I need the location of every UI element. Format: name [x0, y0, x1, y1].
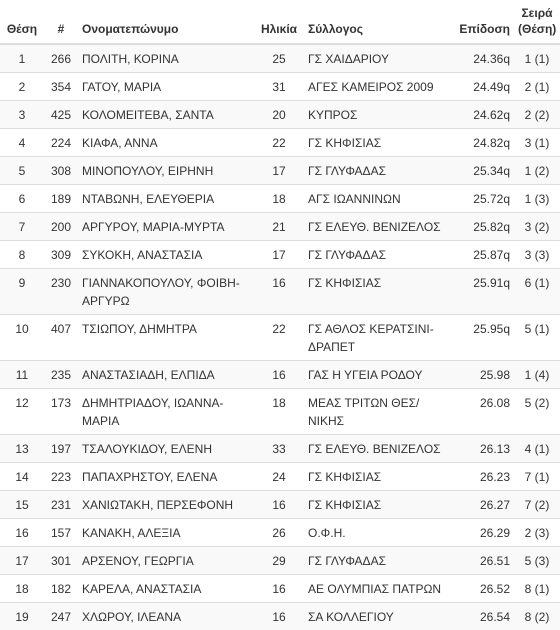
cell-position: 14 — [0, 463, 44, 491]
cell-age: 31 — [254, 73, 304, 101]
cell-position: 16 — [0, 519, 44, 547]
cell-heat: 2 (1) — [514, 73, 560, 101]
cell-heat: 8 (2) — [514, 603, 560, 630]
table-row[interactable] — [0, 241, 560, 269]
table-row[interactable] — [0, 435, 560, 463]
table-row[interactable] — [0, 213, 560, 241]
cell-age: 16 — [254, 361, 304, 389]
cell-performance: 25.95q — [448, 315, 514, 361]
cell-name: ΚΑΡΕΛΑ, ΑΝΑΣΤΑΣΙΑ — [78, 575, 254, 603]
cell-age: 24 — [254, 463, 304, 491]
cell-position: 4 — [0, 129, 44, 157]
cell-name: ΑΡΣΕΝΟΥ, ΓΕΩΡΓΙΑ — [78, 547, 254, 575]
cell-heat: 3 (1) — [514, 129, 560, 157]
cell-bib: 189 — [44, 185, 78, 213]
cell-club: ΓΣ ΕΛΕΥΘ. ΒΕΝΙΖΕΛΟΣ — [304, 213, 448, 241]
cell-bib: 223 — [44, 463, 78, 491]
cell-name: ΜΙΝΟΠΟΥΛΟΥ, ΕΙΡΗΝΗ — [78, 157, 254, 185]
cell-age: 21 — [254, 213, 304, 241]
cell-club: ΓΣ ΓΛΥΦΑΔΑΣ — [304, 157, 448, 185]
table-row[interactable] — [0, 389, 560, 435]
cell-performance: 26.54 — [448, 603, 514, 630]
cell-heat: 6 (1) — [514, 269, 560, 315]
header-heat[interactable] — [514, 0, 560, 44]
cell-performance: 25.72q — [448, 185, 514, 213]
table-row[interactable] — [0, 73, 560, 101]
header-heat-line1: Σειρά — [518, 5, 556, 21]
cell-position: 10 — [0, 315, 44, 361]
cell-performance: 24.62q — [448, 101, 514, 129]
header-age[interactable]: Ηλικία — [254, 0, 304, 44]
cell-name: ΠΟΛΙΤΗ, ΚΟΡΙΝΑ — [78, 44, 254, 73]
cell-bib: 354 — [44, 73, 78, 101]
table-row[interactable] — [0, 44, 560, 73]
cell-performance: 26.29 — [448, 519, 514, 547]
cell-position: 19 — [0, 603, 44, 630]
cell-performance: 25.87q — [448, 241, 514, 269]
cell-heat: 3 (3) — [514, 241, 560, 269]
header-name[interactable]: Ονοματεπώνυμο — [78, 0, 254, 44]
cell-performance: 24.49q — [448, 73, 514, 101]
cell-club: ΓΑΣ Η ΥΓΕΙΑ ΡΟΔΟΥ — [304, 361, 448, 389]
cell-club: ΑΕ ΟΛΥΜΠΙΑΣ ΠΑΤΡΩΝ — [304, 575, 448, 603]
cell-name: ΑΡΓΥΡΟΥ, ΜΑΡΙΑ-ΜΥΡΤΑ — [78, 213, 254, 241]
cell-position: 15 — [0, 491, 44, 519]
cell-club: ΑΓΕΣ ΚΑΜΕΙΡΟΣ 2009 — [304, 73, 448, 101]
cell-club: ΓΣ ΕΛΕΥΘ. ΒΕΝΙΖΕΛΟΣ — [304, 435, 448, 463]
table-row[interactable] — [0, 547, 560, 575]
cell-club: ΓΣ ΓΛΥΦΑΔΑΣ — [304, 547, 448, 575]
cell-club: ΣΑ ΚΟΛΛΕΓΙΟΥ — [304, 603, 448, 630]
cell-performance: 26.52 — [448, 575, 514, 603]
cell-age: 25 — [254, 44, 304, 73]
cell-position: 17 — [0, 547, 44, 575]
cell-club: ΓΣ ΚΗΦΙΣΙΑΣ — [304, 491, 448, 519]
cell-performance: 26.08 — [448, 389, 514, 435]
cell-age: 16 — [254, 491, 304, 519]
cell-position: 1 — [0, 44, 44, 73]
cell-position: 11 — [0, 361, 44, 389]
cell-club: ΑΓΣ ΙΩΑΝΝΙΝΩΝ — [304, 185, 448, 213]
cell-age: 17 — [254, 157, 304, 185]
cell-age: 22 — [254, 315, 304, 361]
cell-bib: 224 — [44, 129, 78, 157]
cell-position: 18 — [0, 575, 44, 603]
cell-bib: 197 — [44, 435, 78, 463]
cell-bib: 200 — [44, 213, 78, 241]
cell-heat: 5 (1) — [514, 315, 560, 361]
cell-club: ΓΣ ΓΛΥΦΑΔΑΣ — [304, 241, 448, 269]
cell-club: ΚΥΠΡΟΣ — [304, 101, 448, 129]
cell-name: ΠΑΠΑΧΡΗΣΤΟΥ, ΕΛΕΝΑ — [78, 463, 254, 491]
cell-name: ΚΟΛΟΜΕΙΤΕΒΑ, ΣΑΝΤΑ — [78, 101, 254, 129]
cell-position: 9 — [0, 269, 44, 315]
table-row[interactable] — [0, 315, 560, 361]
cell-bib: 301 — [44, 547, 78, 575]
cell-name: ΧΛΩΡΟΥ, ΙΛΕΑΝΑ — [78, 603, 254, 630]
cell-name: ΚΙΑΦΑ, ΑΝΝΑ — [78, 129, 254, 157]
cell-heat: 8 (1) — [514, 575, 560, 603]
table-row[interactable] — [0, 361, 560, 389]
cell-heat: 3 (2) — [514, 213, 560, 241]
cell-name: ΤΣΙΩΠΟΥ, ΔΗΜΗΤΡΑ — [78, 315, 254, 361]
cell-performance: 25.91q — [448, 269, 514, 315]
cell-bib: 425 — [44, 101, 78, 129]
table-row[interactable] — [0, 185, 560, 213]
cell-heat: 7 (1) — [514, 463, 560, 491]
cell-name: ΣΥΚΟΚΗ, ΑΝΑΣΤΑΣΙΑ — [78, 241, 254, 269]
cell-name: ΓΑΤΟΥ, ΜΑΡΙΑ — [78, 73, 254, 101]
cell-heat: 1 (1) — [514, 44, 560, 73]
cell-heat: 4 (1) — [514, 435, 560, 463]
cell-bib: 308 — [44, 157, 78, 185]
cell-age: 16 — [254, 603, 304, 630]
cell-position: 2 — [0, 73, 44, 101]
cell-heat: 2 (3) — [514, 519, 560, 547]
cell-bib: 407 — [44, 315, 78, 361]
cell-position: 8 — [0, 241, 44, 269]
cell-heat: 5 (2) — [514, 389, 560, 435]
cell-position: 7 — [0, 213, 44, 241]
cell-club: ΓΣ ΚΗΦΙΣΙΑΣ — [304, 269, 448, 315]
cell-heat: 7 (2) — [514, 491, 560, 519]
cell-club: Ο.Φ.Η. — [304, 519, 448, 547]
cell-club: ΓΣ ΚΗΦΙΣΙΑΣ — [304, 129, 448, 157]
cell-club: ΓΣ ΑΘΛΟΣ ΚΕΡΑΤΣΙΝΙ-ΔΡΑΠΕΤ — [304, 315, 448, 361]
cell-heat: 1 (3) — [514, 185, 560, 213]
cell-heat: 2 (2) — [514, 101, 560, 129]
cell-performance: 26.27 — [448, 491, 514, 519]
cell-performance: 24.82q — [448, 129, 514, 157]
cell-age: 33 — [254, 435, 304, 463]
cell-name: ΑΝΑΣΤΑΣΙΑΔΗ, ΕΛΠΙΔΑ — [78, 361, 254, 389]
cell-age: 16 — [254, 269, 304, 315]
cell-name: ΔΗΜΗΤΡΙΑΔΟΥ, ΙΩΑΝΝΑ-ΜΑΡΙΑ — [78, 389, 254, 435]
cell-performance: 25.98 — [448, 361, 514, 389]
table-row[interactable] — [0, 603, 560, 630]
table-row[interactable] — [0, 575, 560, 603]
cell-name: ΝΤΑΒΩΝΗ, ΕΛΕΥΘΕΡΙΑ — [78, 185, 254, 213]
cell-position: 3 — [0, 101, 44, 129]
cell-performance: 24.36q — [448, 44, 514, 73]
cell-performance: 26.13 — [448, 435, 514, 463]
cell-name: ΧΑΝΙΩΤΑΚΗ, ΠΕΡΣΕΦΟΝΗ — [78, 491, 254, 519]
cell-bib: 230 — [44, 269, 78, 315]
cell-name: ΚΑΝΑΚΗ, ΑΛΕΞΙΑ — [78, 519, 254, 547]
cell-bib: 173 — [44, 389, 78, 435]
table-row[interactable] — [0, 463, 560, 491]
table-row[interactable] — [0, 519, 560, 547]
cell-age: 17 — [254, 241, 304, 269]
cell-name: ΤΣΑΛΟΥΚΙΔΟΥ, ΕΛΕΝΗ — [78, 435, 254, 463]
cell-age: 16 — [254, 575, 304, 603]
cell-age: 26 — [254, 519, 304, 547]
cell-bib: 182 — [44, 575, 78, 603]
cell-heat: 5 (3) — [514, 547, 560, 575]
cell-age: 18 — [254, 389, 304, 435]
cell-bib: 231 — [44, 491, 78, 519]
cell-heat: 1 (4) — [514, 361, 560, 389]
cell-name: ΓΙΑΝΝΑΚΟΠΟΥΛΟΥ, ΦΟΙΒΗ-ΑΡΓΥΡΩ — [78, 269, 254, 315]
header-heat-line2: (Θέση) — [518, 21, 556, 37]
cell-bib: 309 — [44, 241, 78, 269]
cell-performance: 26.23 — [448, 463, 514, 491]
cell-bib: 266 — [44, 44, 78, 73]
cell-position: 5 — [0, 157, 44, 185]
cell-club: ΜΕΑΣ ΤΡΙΤΩΝ ΘΕΣ/ΝΙΚΗΣ — [304, 389, 448, 435]
cell-club: ΓΣ ΧΑΙΔΑΡΙΟΥ — [304, 44, 448, 73]
table-row[interactable] — [0, 157, 560, 185]
cell-club: ΓΣ ΚΗΦΙΣΙΑΣ — [304, 463, 448, 491]
cell-position: 12 — [0, 389, 44, 435]
table-row[interactable] — [0, 101, 560, 129]
cell-age: 20 — [254, 101, 304, 129]
header-row — [0, 0, 560, 44]
cell-age: 29 — [254, 547, 304, 575]
cell-bib: 247 — [44, 603, 78, 630]
cell-bib: 157 — [44, 519, 78, 547]
table-row[interactable] — [0, 269, 560, 315]
header-performance[interactable]: Επίδοση — [448, 0, 514, 44]
cell-position: 13 — [0, 435, 44, 463]
header-position[interactable]: Θέση — [0, 0, 44, 44]
header-bib[interactable]: # — [44, 0, 78, 44]
cell-age: 18 — [254, 185, 304, 213]
cell-heat: 1 (2) — [514, 157, 560, 185]
cell-performance: 25.82q — [448, 213, 514, 241]
table-row[interactable] — [0, 129, 560, 157]
cell-bib: 235 — [44, 361, 78, 389]
table-row[interactable] — [0, 491, 560, 519]
header-club[interactable]: Σύλλογος — [304, 0, 448, 44]
cell-performance: 26.51 — [448, 547, 514, 575]
cell-age: 22 — [254, 129, 304, 157]
cell-position: 6 — [0, 185, 44, 213]
cell-performance: 25.34q — [448, 157, 514, 185]
